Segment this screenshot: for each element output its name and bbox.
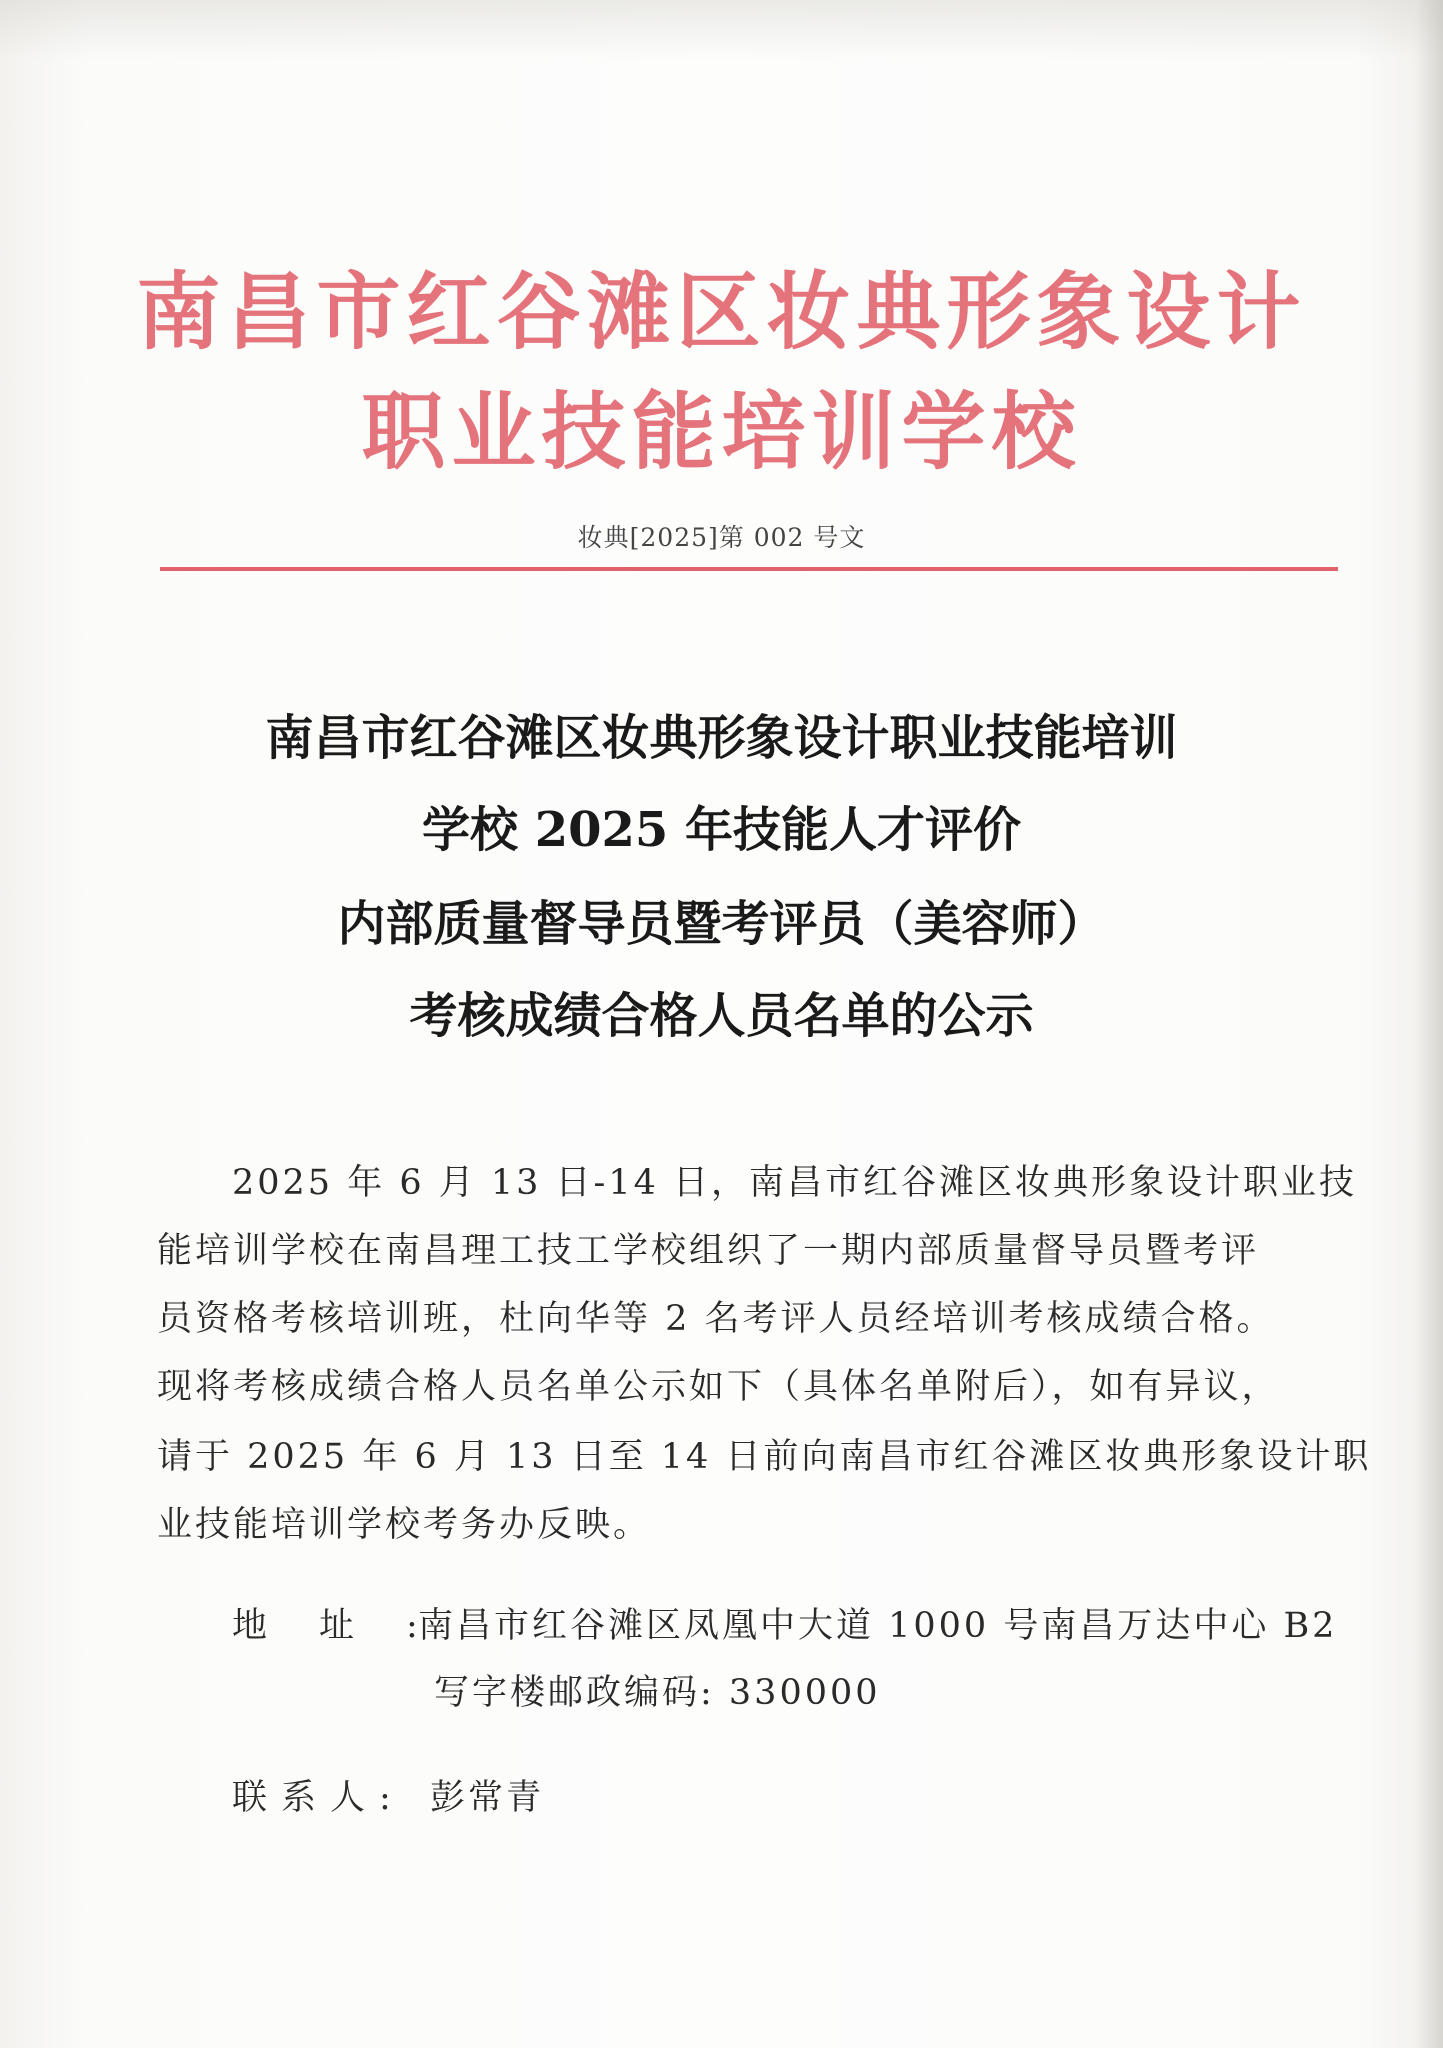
body-paragraph-line: 2025 年 6 月 13 日-14 日，南昌市红谷滩区妆典形象设计职业技: [232, 1163, 1357, 1203]
body-paragraph-line: 现将考核成绩合格人员名单公示如下（具体名单附后），如有异议，: [157, 1367, 1280, 1407]
contact-label: 联系人:: [232, 1778, 405, 1818]
address-value-continued: 写字楼邮政编码: 330000: [434, 1673, 881, 1713]
letterhead-title-line1: 南昌市红谷滩区妆典形象设计: [136, 263, 1307, 361]
notice-title-line2: 学校 2025 年技能人才评价: [421, 802, 1022, 858]
letterhead-title-line2: 职业技能培训学校: [361, 383, 1082, 481]
body-paragraph-line: 业技能培训学校考务办反映。: [157, 1505, 652, 1545]
letterhead-red-rule: [160, 567, 1338, 571]
page-shadow-top: [0, 0, 1443, 60]
notice-title-line3: 内部质量督导员暨考评员（美容师）: [337, 896, 1106, 952]
notice-title-line4: 考核成绩合格人员名单的公示: [409, 988, 1034, 1044]
contact-value: 彭常青: [430, 1778, 545, 1818]
address-value: 南昌市红谷滩区凤凰中大道 1000 号南昌万达中心 B2: [418, 1606, 1338, 1646]
notice-title-line1: 南昌市红谷滩区妆典形象设计职业技能培训: [265, 710, 1178, 766]
body-paragraph-line: 请于 2025 年 6 月 13 日至 14 日前向南昌市红谷滩区妆典形象设计职: [157, 1437, 1372, 1477]
body-paragraph-line: 能培训学校在南昌理工技工学校组织了一期内部质量督导员暨考评: [157, 1231, 1260, 1271]
body-paragraph-line: 员资格考核培训班，杜向华等 2 名考评人员经培训考核成绩合格。: [157, 1299, 1275, 1339]
document-number: 妆典[2025]第 002 号文: [577, 523, 866, 552]
address-label: 地址:: [232, 1606, 470, 1646]
